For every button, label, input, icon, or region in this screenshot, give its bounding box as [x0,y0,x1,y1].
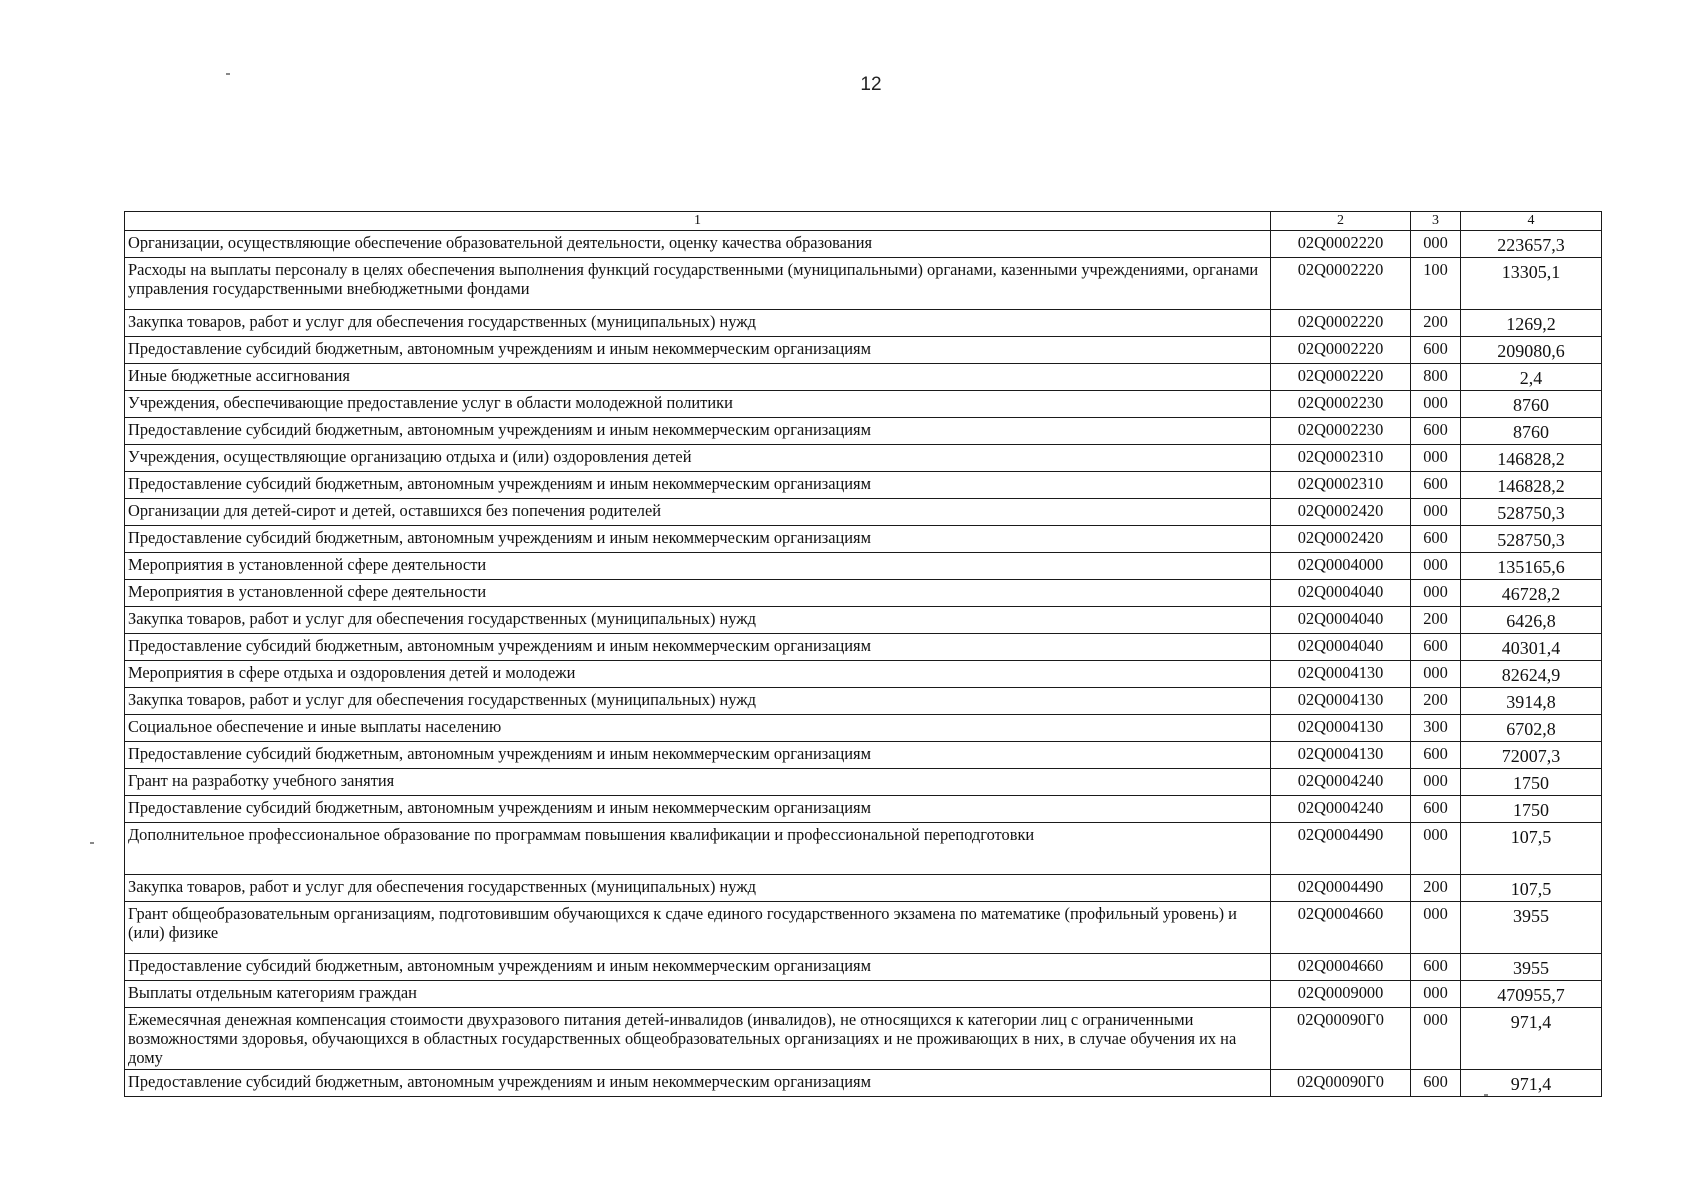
row-type-cell: 100 [1411,258,1461,310]
row-code-cell: 02Q0002310 [1271,445,1411,472]
table-row [125,391,1602,418]
row-sum-cell: 13305,1 [1461,258,1602,310]
row-sum-cell: 8760 [1461,391,1602,418]
row-name-cell: Учреждения, осуществляющие организацию отдыха и (или) оздоровления детей [125,445,1271,472]
row-type-cell: 000 [1411,661,1461,688]
row-type-cell: 600 [1411,742,1461,769]
row-sum-cell: 107,5 [1461,823,1602,875]
table-row [125,742,1602,769]
table-row [125,499,1602,526]
row-code-cell: 02Q0004040 [1271,634,1411,661]
row-code-cell: 02Q0002230 [1271,391,1411,418]
row-sum-cell: 3955 [1461,902,1602,954]
row-type-cell: 600 [1411,634,1461,661]
table-row [125,661,1602,688]
row-code-cell: 02Q0004130 [1271,715,1411,742]
table-row [125,258,1602,310]
row-type-cell: 000 [1411,499,1461,526]
row-name-cell: Дополнительное профессиональное образование по программам повышения квалификации и профессиональной переподготовки [125,823,1271,875]
row-name-cell: Предоставление субсидий бюджетным, автономным учреждениям и иным некоммерческим организациям [125,337,1271,364]
row-sum-cell: 6702,8 [1461,715,1602,742]
row-type-cell: 000 [1411,553,1461,580]
row-sum-cell: 6426,8 [1461,607,1602,634]
row-type-cell: 600 [1411,1070,1461,1097]
table-row [125,769,1602,796]
row-code-cell: 02Q0004040 [1271,580,1411,607]
row-sum-cell: 146828,2 [1461,472,1602,499]
row-sum-cell: 3914,8 [1461,688,1602,715]
table-row [125,823,1602,875]
row-type-cell: 000 [1411,231,1461,258]
row-sum-cell: 107,5 [1461,875,1602,902]
row-name-cell: Организации для детей-сирот и детей, оставшихся без попечения родителей [125,499,1271,526]
row-code-cell: 02Q0004130 [1271,688,1411,715]
row-name-cell: Мероприятия в сфере отдыха и оздоровления детей и молодежи [125,661,1271,688]
table-row [125,981,1602,1008]
row-type-cell: 600 [1411,337,1461,364]
row-sum-cell: 2,4 [1461,364,1602,391]
header-col-2: 2 [1271,212,1411,231]
header-col-4: 4 [1461,212,1602,231]
table-row [125,954,1602,981]
table-body [125,212,1602,1097]
row-code-cell: 02Q0004660 [1271,954,1411,981]
table-row [125,526,1602,553]
table-row [125,902,1602,954]
row-sum-cell: 135165,6 [1461,553,1602,580]
row-type-cell: 600 [1411,954,1461,981]
row-sum-cell: 1750 [1461,796,1602,823]
row-sum-cell: 470955,7 [1461,981,1602,1008]
table-row [125,607,1602,634]
row-sum-cell: 46728,2 [1461,580,1602,607]
row-type-cell: 200 [1411,310,1461,337]
row-sum-cell: 72007,3 [1461,742,1602,769]
row-sum-cell: 1750 [1461,769,1602,796]
row-code-cell: 02Q0004240 [1271,796,1411,823]
row-name-cell: Мероприятия в установленной сфере деятельности [125,580,1271,607]
scan-speck [90,842,94,844]
row-code-cell: 02Q0002420 [1271,526,1411,553]
row-type-cell: 300 [1411,715,1461,742]
row-code-cell: 02Q00090Г0 [1271,1070,1411,1097]
row-name-cell: Мероприятия в установленной сфере деятельности [125,553,1271,580]
row-sum-cell: 3955 [1461,954,1602,981]
row-sum-cell: 40301,4 [1461,634,1602,661]
scan-speck [1484,1094,1488,1096]
table-row [125,580,1602,607]
row-name-cell: Выплаты отдельным категориям граждан [125,981,1271,1008]
row-name-cell: Ежемесячная денежная компенсация стоимости двухразового питания детей-инвалидов (инвалидов), не относящихся к категории лиц с ограниченными возможностями здоровья, обучающихся в областных государственных общеобразовательных организациях и не проживающих в них, в случае обучения их на дому [125,1008,1271,1070]
table-header-row [125,212,1602,231]
row-code-cell: 02Q0002220 [1271,231,1411,258]
row-type-cell: 600 [1411,526,1461,553]
page-number: 12 [860,74,882,95]
table-row [125,875,1602,902]
row-code-cell: 02Q00090Г0 [1271,1008,1411,1070]
table-row [125,796,1602,823]
table-row [125,553,1602,580]
table-row [125,1008,1602,1070]
row-name-cell: Предоставление субсидий бюджетным, автономным учреждениям и иным некоммерческим организациям [125,472,1271,499]
row-sum-cell: 146828,2 [1461,445,1602,472]
row-code-cell: 02Q0004130 [1271,742,1411,769]
row-name-cell: Предоставление субсидий бюджетным, автономным учреждениям и иным некоммерческим организациям [125,796,1271,823]
row-sum-cell: 528750,3 [1461,499,1602,526]
row-code-cell: 02Q0002230 [1271,418,1411,445]
row-type-cell: 000 [1411,981,1461,1008]
row-type-cell: 000 [1411,769,1461,796]
row-name-cell: Закупка товаров, работ и услуг для обеспечения государственных (муниципальных) нужд [125,310,1271,337]
row-type-cell: 000 [1411,580,1461,607]
row-code-cell: 02Q0004490 [1271,875,1411,902]
row-name-cell: Закупка товаров, работ и услуг для обеспечения государственных (муниципальных) нужд [125,875,1271,902]
row-type-cell: 000 [1411,1008,1461,1070]
row-name-cell: Предоставление субсидий бюджетным, автономным учреждениям и иным некоммерческим организациям [125,526,1271,553]
row-code-cell: 02Q0004000 [1271,553,1411,580]
header-col-1: 1 [125,212,1271,231]
row-type-cell: 200 [1411,688,1461,715]
row-name-cell: Предоставление субсидий бюджетным, автономным учреждениям и иным некоммерческим организациям [125,418,1271,445]
table-row [125,337,1602,364]
table-row [125,445,1602,472]
row-sum-cell: 223657,3 [1461,231,1602,258]
row-type-cell: 600 [1411,418,1461,445]
row-type-cell: 000 [1411,391,1461,418]
row-name-cell: Расходы на выплаты персоналу в целях обеспечения выполнения функций государственными (муниципальными) органами, казенными учреждениями, органами управления государственными внебюджетными фондами [125,258,1271,310]
table-row [125,688,1602,715]
row-name-cell: Учреждения, обеспечивающие предоставление услуг в области молодежной политики [125,391,1271,418]
table-row [125,1070,1602,1097]
row-name-cell: Предоставление субсидий бюджетным, автономным учреждениям и иным некоммерческим организациям [125,1070,1271,1097]
row-type-cell: 200 [1411,607,1461,634]
table-row [125,418,1602,445]
row-type-cell: 000 [1411,445,1461,472]
row-sum-cell: 971,4 [1461,1008,1602,1070]
row-code-cell: 02Q0002310 [1271,472,1411,499]
row-sum-cell: 209080,6 [1461,337,1602,364]
row-type-cell: 800 [1411,364,1461,391]
row-name-cell: Предоставление субсидий бюджетным, автономным учреждениям и иным некоммерческим организациям [125,634,1271,661]
row-sum-cell: 8760 [1461,418,1602,445]
table-row [125,634,1602,661]
row-type-cell: 000 [1411,823,1461,875]
row-sum-cell: 82624,9 [1461,661,1602,688]
row-code-cell: 02Q0009000 [1271,981,1411,1008]
row-sum-cell: 971,4 [1461,1070,1602,1097]
row-name-cell: Предоставление субсидий бюджетным, автономным учреждениям и иным некоммерческим организациям [125,742,1271,769]
row-code-cell: 02Q0004660 [1271,902,1411,954]
row-type-cell: 600 [1411,796,1461,823]
row-code-cell: 02Q0004240 [1271,769,1411,796]
row-code-cell: 02Q0004040 [1271,607,1411,634]
scan-speck [226,73,230,75]
header-col-3: 3 [1411,212,1461,231]
row-code-cell: 02Q0002220 [1271,364,1411,391]
row-code-cell: 02Q0002220 [1271,337,1411,364]
row-sum-cell: 528750,3 [1461,526,1602,553]
table-row [125,310,1602,337]
row-name-cell: Грант на разработку учебного занятия [125,769,1271,796]
row-name-cell: Грант общеобразовательным организациям, подготовившим обучающихся к сдаче единого государственного экзамена по математике (профильный уровень) и (или) физике [125,902,1271,954]
row-name-cell: Иные бюджетные ассигнования [125,364,1271,391]
table-row [125,715,1602,742]
row-code-cell: 02Q0002420 [1271,499,1411,526]
row-sum-cell: 1269,2 [1461,310,1602,337]
row-code-cell: 02Q0002220 [1271,310,1411,337]
table-row [125,364,1602,391]
budget-table [124,211,1602,1097]
row-code-cell: 02Q0002220 [1271,258,1411,310]
row-code-cell: 02Q0004130 [1271,661,1411,688]
row-code-cell: 02Q0004490 [1271,823,1411,875]
row-type-cell: 600 [1411,472,1461,499]
row-name-cell: Предоставление субсидий бюджетным, автономным учреждениям и иным некоммерческим организациям [125,954,1271,981]
row-name-cell: Социальное обеспечение и иные выплаты населению [125,715,1271,742]
row-name-cell: Закупка товаров, работ и услуг для обеспечения государственных (муниципальных) нужд [125,607,1271,634]
row-type-cell: 000 [1411,902,1461,954]
table-row [125,231,1602,258]
row-name-cell: Закупка товаров, работ и услуг для обеспечения государственных (муниципальных) нужд [125,688,1271,715]
row-type-cell: 200 [1411,875,1461,902]
row-name-cell: Организации, осуществляющие обеспечение образовательной деятельности, оценку качества образования [125,231,1271,258]
table-row [125,472,1602,499]
